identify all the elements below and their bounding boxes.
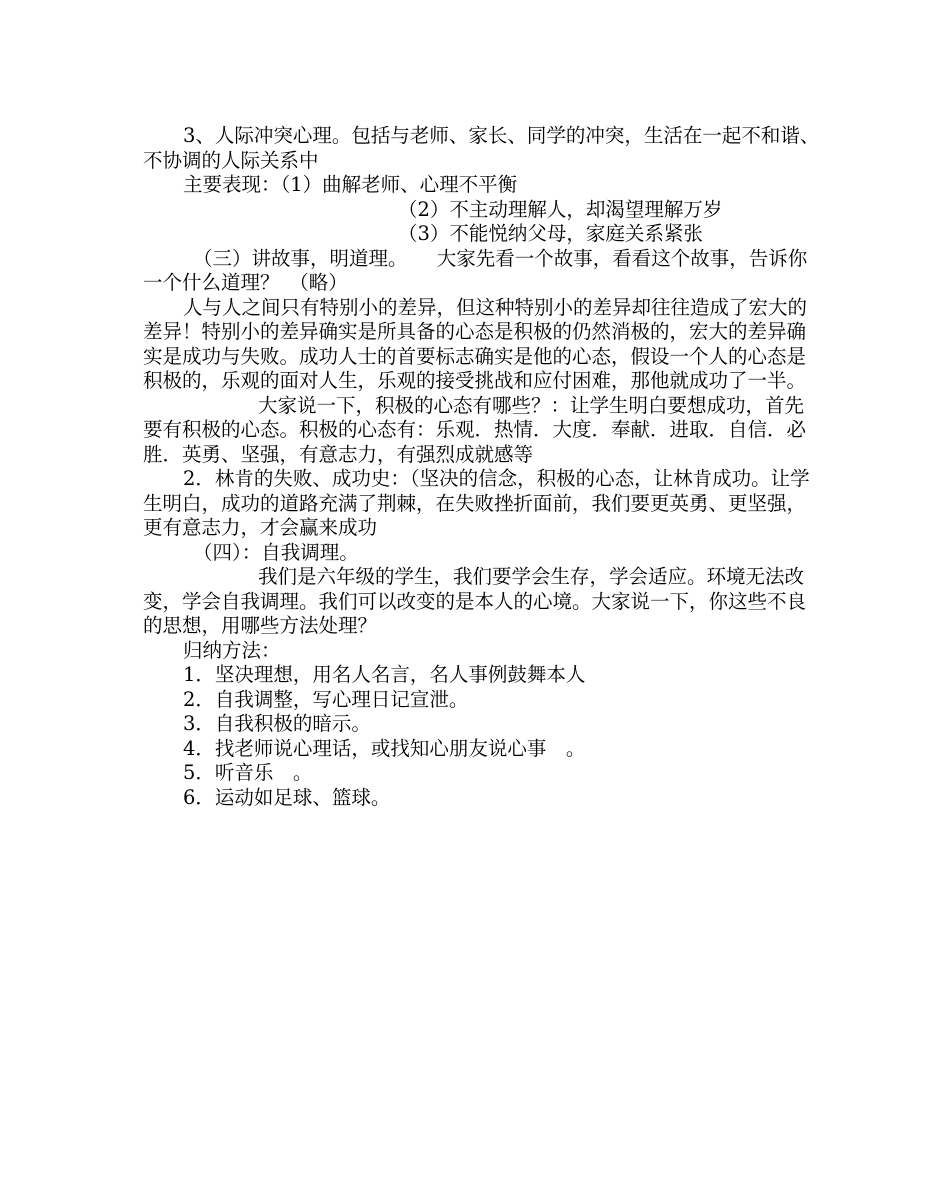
list-item: 2．自我调整，写心理日记宣泄。 bbox=[183, 687, 469, 711]
paragraph-story-section: （三）讲故事，明道理。 大家先看一个故事，看看这个故事，告诉你一个什么道理？ （略） bbox=[143, 246, 808, 294]
document-body bbox=[143, 124, 823, 810]
paragraph-interpersonal-conflict: 3、人际冲突心理。包括与老师、家长、同学的冲突，生活在一起不和谐、不协调的人际关系中 bbox=[143, 124, 820, 172]
list-item: 4．找老师说心理话，或找知心朋友说心事 。 bbox=[183, 736, 586, 760]
paragraph-sixth-grade: 我们是六年级的学生，我们要学会生存，学会适应。环境无法改变，学会自我调理。我们可以改变的是本人的心境。大家说一下，你这些不良的思想，用哪些方法处理？ bbox=[143, 565, 807, 637]
paragraph-main-symptoms: 主要表现：（1）曲解老师、心理不平衡 bbox=[183, 173, 518, 196]
list-item: 6．运动如足球、篮球。 bbox=[183, 785, 391, 809]
methods-list bbox=[143, 663, 823, 810]
paragraph-symptom-2: （2）不主动理解人，却渴望理解万岁 bbox=[398, 197, 723, 221]
list-item: 1．坚决理想，用名人名言，名人事例鼓舞本人 bbox=[183, 663, 586, 686]
paragraph-self-adjust-heading: （四）：自我调理。 bbox=[193, 540, 359, 564]
paragraph-small-difference: 人与人之间只有特别小的差异，但这种特别小的差异却往往造成了宏大的差异！特别小的差异确实是所具备的心态是积极的仍然消极的，宏大的差异确实是成功与失败。成功人士的首要标志确实是他的心态，假设一个人的心态是积极的，乐观的面对人生，乐观的接受挑战和应付困难，那他就成功了一半。 bbox=[143, 295, 808, 392]
list-item: 3．自我积极的暗示。 bbox=[183, 712, 371, 735]
paragraph-methods-heading: 归纳方法： bbox=[183, 638, 281, 662]
paragraph-positive-mindset: 大家说一下，积极的心态有哪些？：让学生明白要想成功，首先要有积极的心态。积极的心态有：乐观．热情．大度．奉献．进取．自信．必胜．英勇、坚强，有意志力，有强烈成就感等 bbox=[143, 393, 807, 466]
paragraph-lincoln-story: 2．林肯的失败、成功史：（坚决的信念，积极的心态，让林肯成功。让学生明白，成功的道路充满了荆棘，在失败挫折面前，我们要更英勇、更坚强，更有意志力，才会赢来成功 bbox=[143, 467, 810, 539]
list-item: 5．听音乐 。 bbox=[183, 761, 313, 784]
paragraph-symptom-3: （3）不能悦纳父母，家庭关系紧张 bbox=[398, 222, 703, 245]
